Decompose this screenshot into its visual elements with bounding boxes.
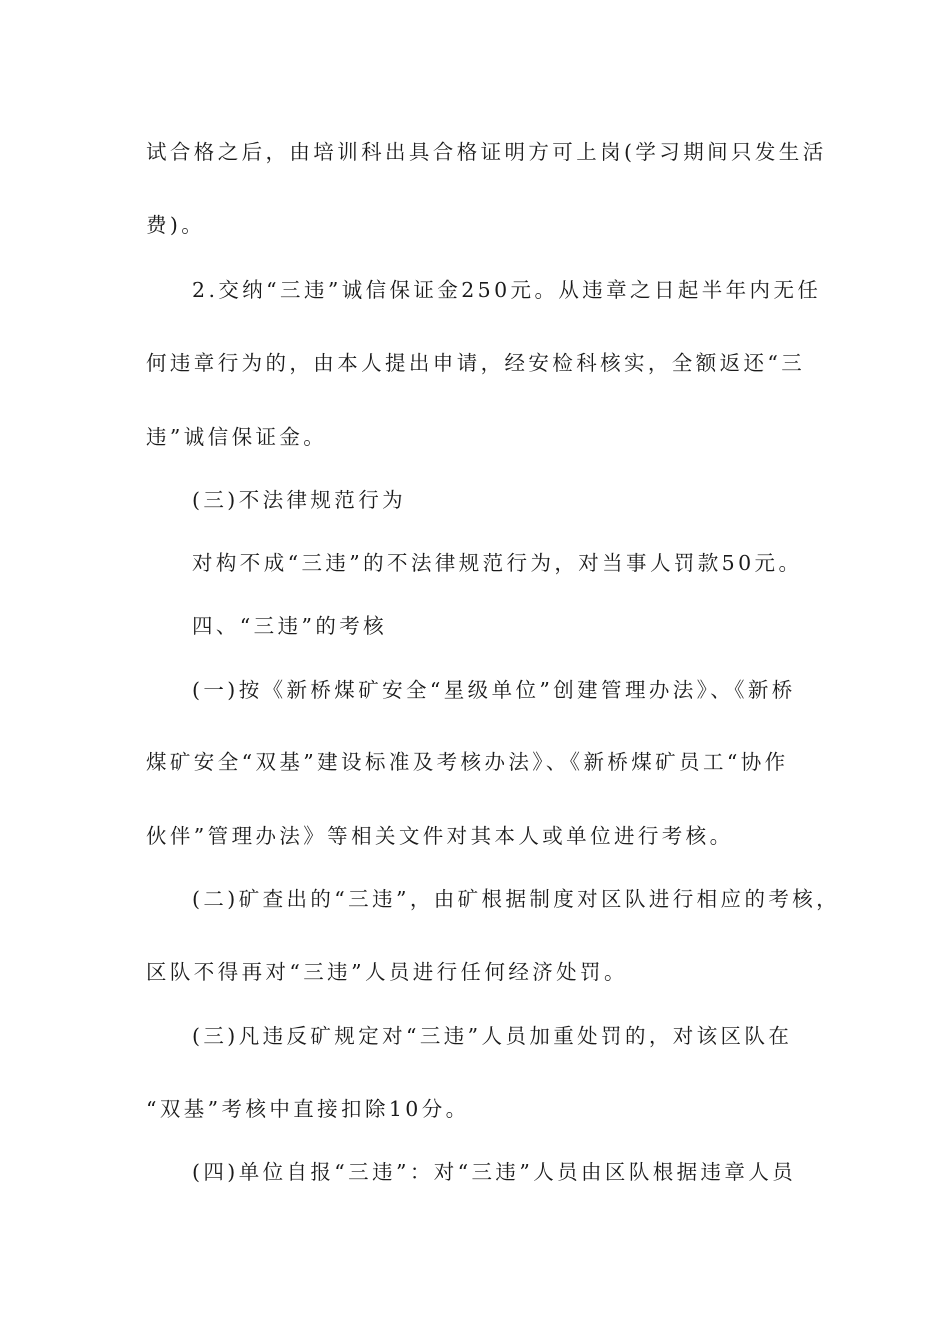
paragraph-line: (一)按《新桥煤矿安全“星级单位”创建管理办法》、《新桥 xyxy=(192,678,796,702)
section-heading: (三)不法律规范行为 xyxy=(192,488,406,512)
paragraph-line: (三)凡违反矿规定对“三违”人员加重处罚的，对该区队在 xyxy=(192,1024,793,1048)
paragraph-line: 2.交纳“三违”诚信保证金250元。从违章之日起半年内无任 xyxy=(192,278,822,302)
paragraph-line: 伙伴”管理办法》等相关文件对其本人或单位进行考核。 xyxy=(146,824,734,848)
paragraph-line: 区队不得再对“三违”人员进行任何经济处罚。 xyxy=(146,960,628,984)
paragraph-line: 何违章行为的，由本人提出申请，经安检科核实，全额返还“三 xyxy=(146,351,806,375)
paragraph-line: 对构不成“三违”的不法律规范行为，对当事人罚款50元。 xyxy=(192,551,803,575)
paragraph-line: 试合格之后，由培训科出具合格证明方可上岗(学习期间只发生活 xyxy=(146,140,827,164)
paragraph-line: (四)单位自报“三违”：对“三违”人员由区队根据违章人员 xyxy=(192,1160,797,1184)
paragraph-line: 费)。 xyxy=(146,213,206,237)
paragraph-line: (二)矿查出的“三违”，由矿根据制度对区队进行相应的考核， xyxy=(192,887,841,911)
paragraph-line: 违”诚信保证金。 xyxy=(146,425,328,449)
section-heading: 四、“三违”的考核 xyxy=(192,614,388,638)
paragraph-line: “双基”考核中直接扣除10分。 xyxy=(146,1097,470,1121)
paragraph-line: 煤矿安全“双基”建设标准及考核办法》、《新桥煤矿员工“协作 xyxy=(146,750,789,774)
